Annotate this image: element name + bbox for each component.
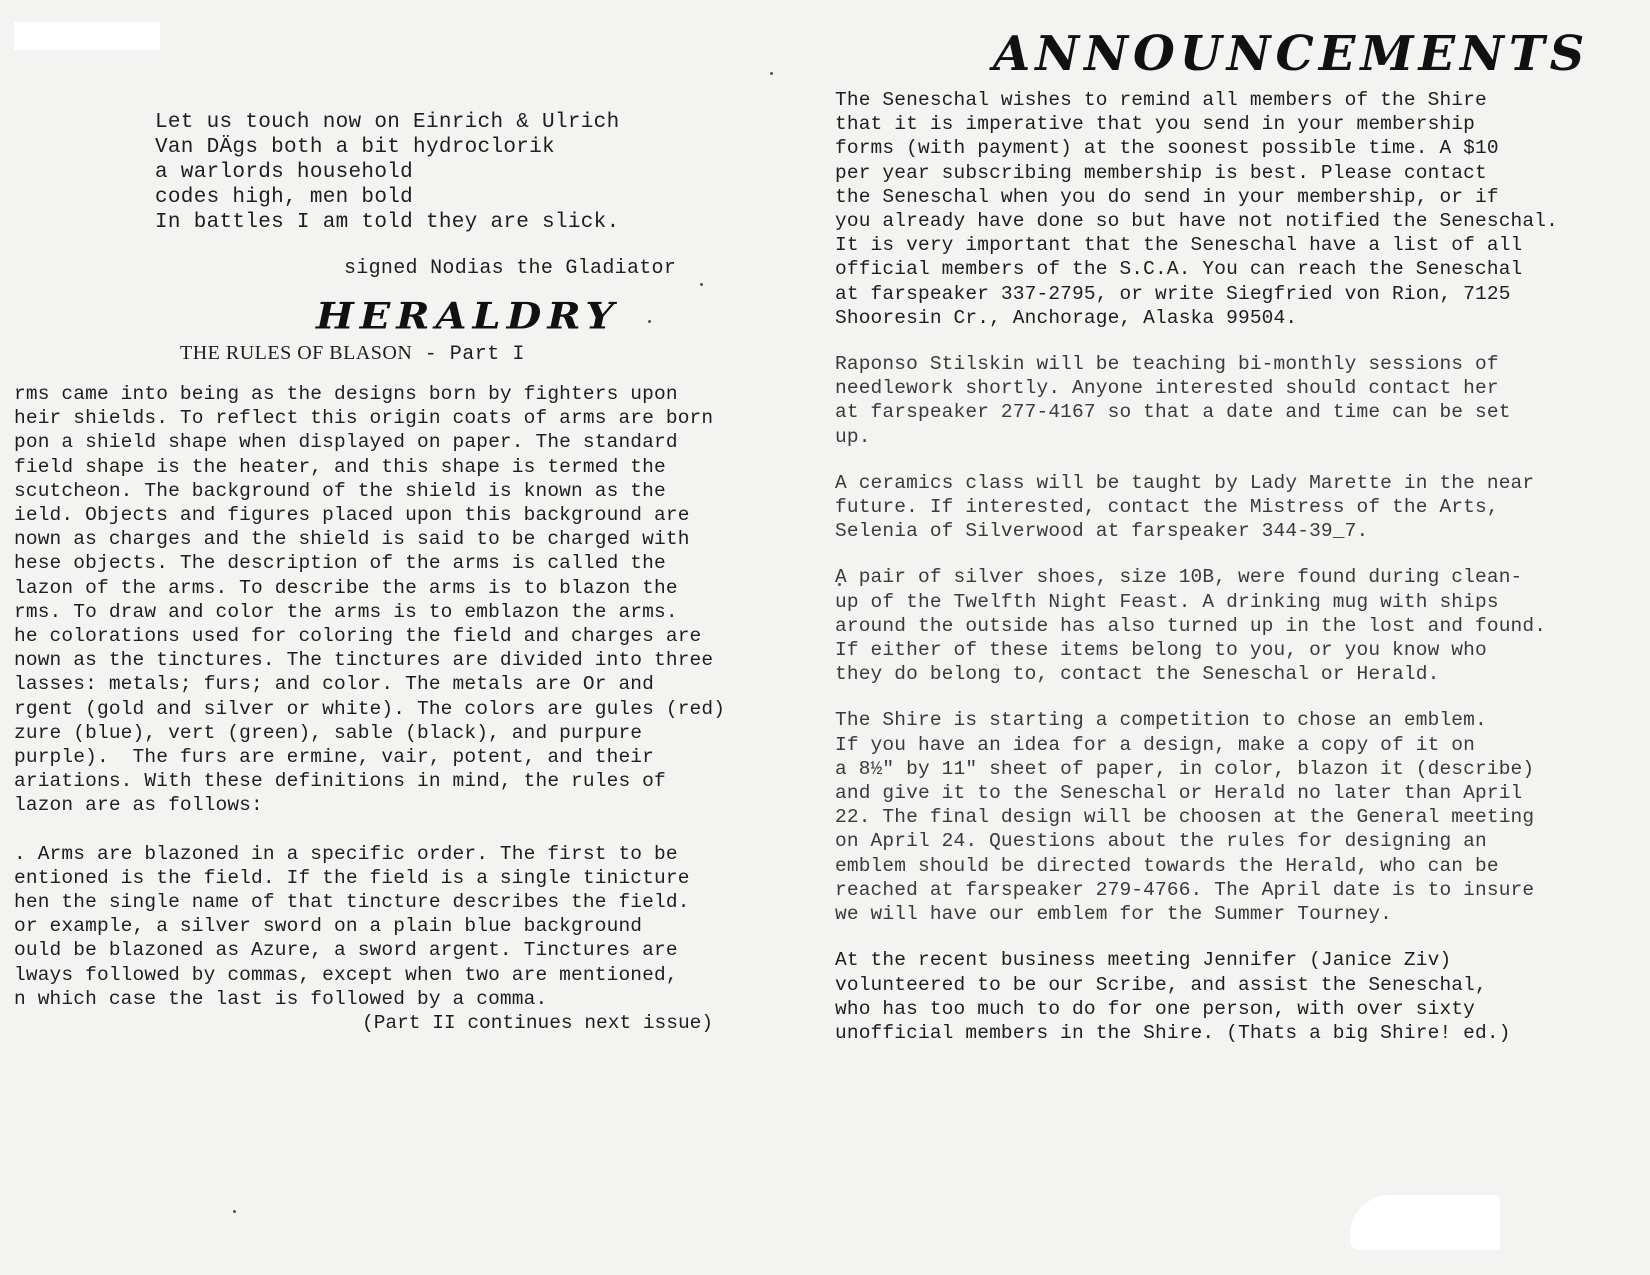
corner-whiteout-top-left (14, 22, 160, 50)
announcement-ceramics: A ceramics class will be taught by Lady Marette in the near future. If interested, contact the Mistress of the Arts, Selenia of Silverwood at farspeaker 344-39_7. (835, 471, 1535, 543)
heraldry-title: HERALDRY (316, 295, 620, 338)
heraldry-paragraph-1: rms came into being as the designs born by fighters upon heir shields. To reflect this origin coats of arms are born pon a shield shape when displayed on paper. The standard field shape is the heater, and this shape is termed the scutcheon. The background of the shield is known as the ield. Objects and figures placed upon this background are nown as charges and the shield is said to be charged with hese objects. The description of the arms is called the lazon of the arms. To describe the arms is to blazon the rms. To draw and color the arms is to emblazon the arms. he colorations used for coloring the field and charges are nown as the tinctures. The tinctures are divided into three lasses: metals; furs; and color. The metals are Or and rgent (gold and silver or white). The colors are gules (red) zure (blue), vert (green), sable (black), and purpure purple). The furs are ermine, vair, potent, and their ariations. With these definitions in mind, the rules of lazon are as follows: (14, 383, 726, 817)
announcements-title: ANNOUNCEMENTS (993, 26, 1590, 82)
speck (770, 72, 773, 75)
right-page (835, 28, 1635, 1045)
speck (233, 1210, 236, 1213)
announcement-lost-and-found: A pair of silver shoes, size 10B, were found during clean- up of the Twelfth Night Feast. A drinking mug with ships around the outside has also turned up in the lost and found. If either of these items belong to you, or you know who they do belong to, contact the Seneschal or Herald. (835, 566, 1547, 686)
continues-note: (Part II continues next issue) (362, 1012, 714, 1035)
heraldry-paragraph-2: . Arms are blazoned in a specific order. The first to be entioned is the field. If the field is a single tinicture hen the single name of that tincture describes the field. or example, a silver sword on a plain blue background ould be blazoned as Azure, a sword argent. Tinctures are lways followed by commas, except when two are mentioned, n which case the last is followed by a comma. (14, 842, 690, 1010)
subtitle-main: THE RULES OF BLASON (180, 342, 413, 364)
announcement-needlework: Raponso Stilskin will be teaching bi-monthly sessions of needlework shortly. Anyone interested should contact her at farspeaker 277-4167 so that a date and time can be set up. (835, 353, 1511, 448)
heraldry-subtitle (180, 342, 774, 366)
subtitle-part: - Part I (412, 343, 525, 366)
poem: Let us touch now on Einrich & Ulrich Van DÄgs both a bit hydroclorik a warlords household codes high, men bold In battles I am told they are slick. (155, 111, 620, 234)
corner-whiteout-bottom-right (1350, 1195, 1500, 1250)
announcement-scribe: At the recent business meeting Jennifer (Janice Ziv) volunteered to be our Scribe, and assist the Seneschal, who has too much to do for one person, with over sixty unofficial members in the Shire. (Thats a big Shire! ed.) (835, 949, 1511, 1044)
left-page (14, 110, 774, 1035)
announcement-membership: The Seneschal wishes to remind all members of the Shire that it is imperative that you send in your membership forms (with payment) at the soonest possible time. A $10 per year subscribing membership is best. Please contact the Seneschal when you do send in your membership, or if you already have done so but have not notified the Seneschal. It is very important that the Seneschal have a list of all official members of the S.C.A. You can reach the Seneschal at farspeaker 337-2795, or write Siegfried von Rion, 7125 Shooresin Cr., Anchorage, Alaska 99504. (835, 89, 1558, 329)
announcement-emblem-competition: The Shire is starting a competition to chose an emblem. If you have an idea for a design, make a copy of it on a 8½" by 11" sheet of paper, in color, blazon it (describe) and give it to the Seneschal or Herald no later than April 22. The final design will be choosen at the General meeting on April 24. Questions about the rules for designing an emblem should be directed towards the Herald, who can be reached at farspeaker 279-4766. The April date is to insure we will have our emblem for the Summer Tourney. (835, 709, 1535, 926)
poem-signature: signed Nodias the Gladiator (344, 257, 677, 280)
